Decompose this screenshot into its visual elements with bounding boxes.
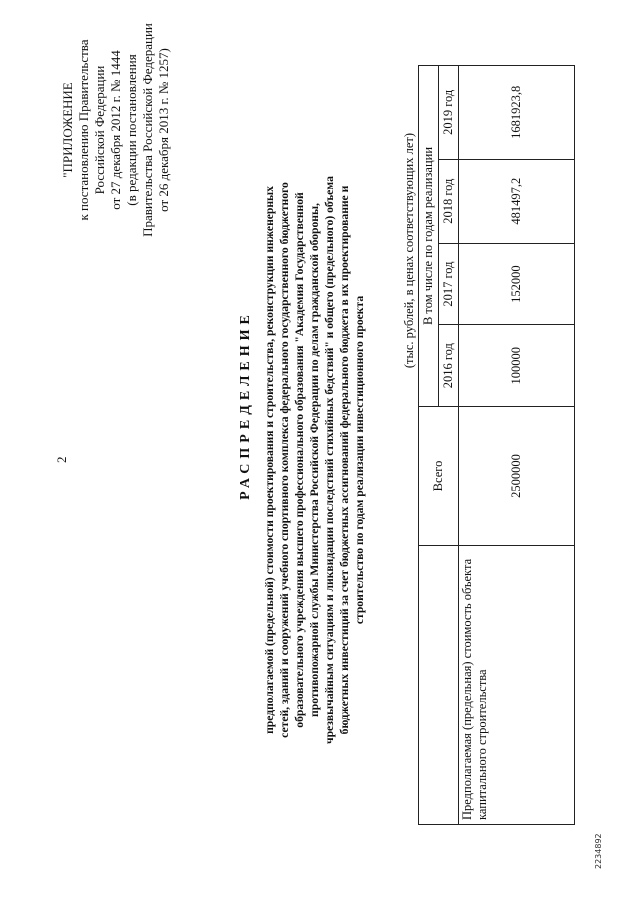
header-year: 2016 год bbox=[439, 325, 459, 407]
table-row bbox=[459, 66, 575, 825]
header-blank-cell bbox=[419, 546, 459, 825]
document-description bbox=[262, 100, 367, 820]
header-year: 2019 год bbox=[439, 66, 459, 160]
row-value: 100000 bbox=[459, 325, 575, 407]
appendix-line: от 26 декабря 2013 г. № 1257) bbox=[156, 48, 171, 212]
row-total: 2500000 bbox=[459, 407, 575, 546]
description-line: бюджетных инвестиций за счет бюджетных ассигнований федерального бюджета в их проектирование и bbox=[338, 185, 351, 735]
header-total: Всего bbox=[419, 407, 459, 546]
document-stamp: 2234892 bbox=[594, 833, 603, 869]
appendix-header bbox=[60, 5, 172, 255]
description-line: чрезвычайным ситуациям и ликвидации последствий стихийных бедствий" и общего (предельного) объема bbox=[323, 176, 336, 744]
appendix-line: Российской Федерации bbox=[92, 65, 107, 195]
table-header-row bbox=[419, 66, 439, 825]
page-number: 2 bbox=[54, 456, 69, 463]
row-value: 1681923,8 bbox=[459, 66, 575, 160]
appendix-line: (в редакции постановления bbox=[124, 54, 139, 206]
description-line: образовательного учреждения высшего профессионального образования "Академия Государственной bbox=[293, 192, 306, 728]
row-value: 481497,2 bbox=[459, 159, 575, 243]
header-year: 2017 год bbox=[439, 243, 459, 325]
appendix-line: "ПРИЛОЖЕНИЕ bbox=[60, 82, 75, 178]
description-line: сетей, зданий и сооружений учебного спортивного комплекса федерального государственного бюджетного bbox=[278, 182, 291, 738]
document-title: РАСПРЕДЕЛЕНИЕ bbox=[238, 310, 253, 500]
appendix-line: Правительства Российской Федерации bbox=[140, 23, 155, 237]
row-label: Предполагаемая (предельная) стоимость объекта капитального строительства bbox=[459, 546, 575, 825]
description-line: противопожарной службы Министерства Российской Федерации по делам гражданской обороны, bbox=[308, 203, 321, 717]
appendix-line: от 27 декабря 2012 г. № 1444 bbox=[108, 50, 123, 210]
investment-table bbox=[418, 65, 575, 825]
description-line: строительство по годам реализации инвестиционного проекта bbox=[353, 295, 366, 625]
header-years-group: В том числе по годам реализации bbox=[419, 66, 439, 407]
header-year: 2018 год bbox=[439, 159, 459, 243]
appendix-line: к постановлению Правительства bbox=[76, 39, 91, 221]
description-line: предполагаемой (предельной) стоимости проектирования и строительства, реконструкции инженерных bbox=[263, 186, 276, 734]
units-note: (тыс. рублей, в ценах соответствующих лет) bbox=[402, 133, 416, 369]
row-value: 152000 bbox=[459, 243, 575, 325]
